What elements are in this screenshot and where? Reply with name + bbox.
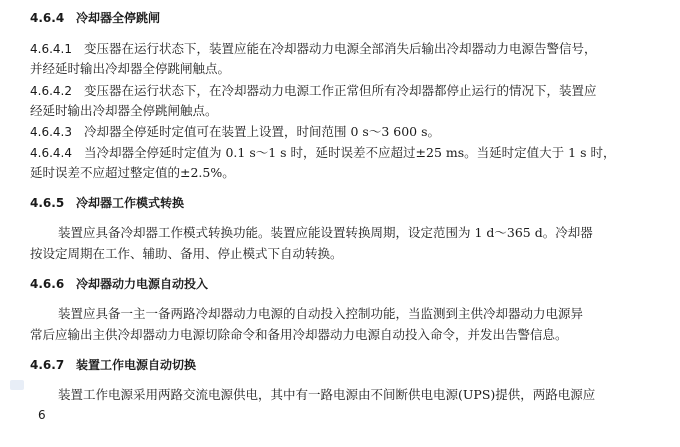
page-number: 6 [38, 408, 46, 422]
clause-4-6-4-3: 4.6.4.3 冷却器全停延时定值可在装置上设置，时间范围 0 s～3 600 s。 [30, 124, 440, 139]
clause-4-6-6-line1: 装置应具备一主一备两路冷却器动力电源的自动投入控制功能，当监测到主供冷却器动力电源异 [58, 306, 584, 321]
clause-4-6-4-1-line1: 4.6.4.1 变压器在运行状态下，装置应能在冷却器动力电源全部消失后输出冷却器动力电源告警信号， [30, 41, 597, 56]
section-heading-4-6-7: 4.6.7 装置工作电源自动切换 [30, 358, 197, 372]
clause-4-6-4-4-line2: 延时误差不应超过整定值的±2.5%。 [30, 165, 235, 180]
clause-4-6-5-line2: 按设定周期在工作、辅助、备用、停止模式下自动转换。 [30, 246, 343, 261]
section-heading-4-6-6: 4.6.6 冷却器动力电源自动投入 [30, 277, 209, 291]
clause-4-6-5-line1: 装置应具备冷却器工作模式转换功能。装置应能设置转换周期，设定范围为 1 d～365 d。冷却器 [58, 225, 593, 240]
section-heading-4-6-4: 4.6.4 冷却器全停跳闸 [30, 11, 161, 25]
clause-4-6-6-line2: 常后应输出主供冷却器动力电源切除命令和备用冷却器动力电源自动投入命令，并发出告警信息。 [30, 327, 568, 342]
clause-4-6-7-line1: 装置工作电源采用两路交流电源供电，其中有一路电源由不间断供电电源(UPS)提供，两路电源应 [58, 387, 596, 402]
scan-mark [10, 380, 24, 390]
clause-4-6-4-2-line1: 4.6.4.2 变压器在运行状态下，在冷却器动力电源工作正常但所有冷却器都停止运行的情况下，装置应 [30, 83, 597, 98]
clause-4-6-4-4-line1: 4.6.4.4 当冷却器全停延时定值为 0.1 s～1 s 时，延时误差不应超过±25 ms。当延时定值大于 1 s 时， [30, 145, 616, 160]
section-heading-4-6-5: 4.6.5 冷却器工作模式转换 [30, 196, 185, 210]
clause-4-6-4-1-line2: 并经延时输出冷却器全停跳闸触点。 [30, 61, 231, 76]
clause-4-6-4-2-line2: 经延时输出冷却器全停跳闸触点。 [30, 103, 218, 118]
